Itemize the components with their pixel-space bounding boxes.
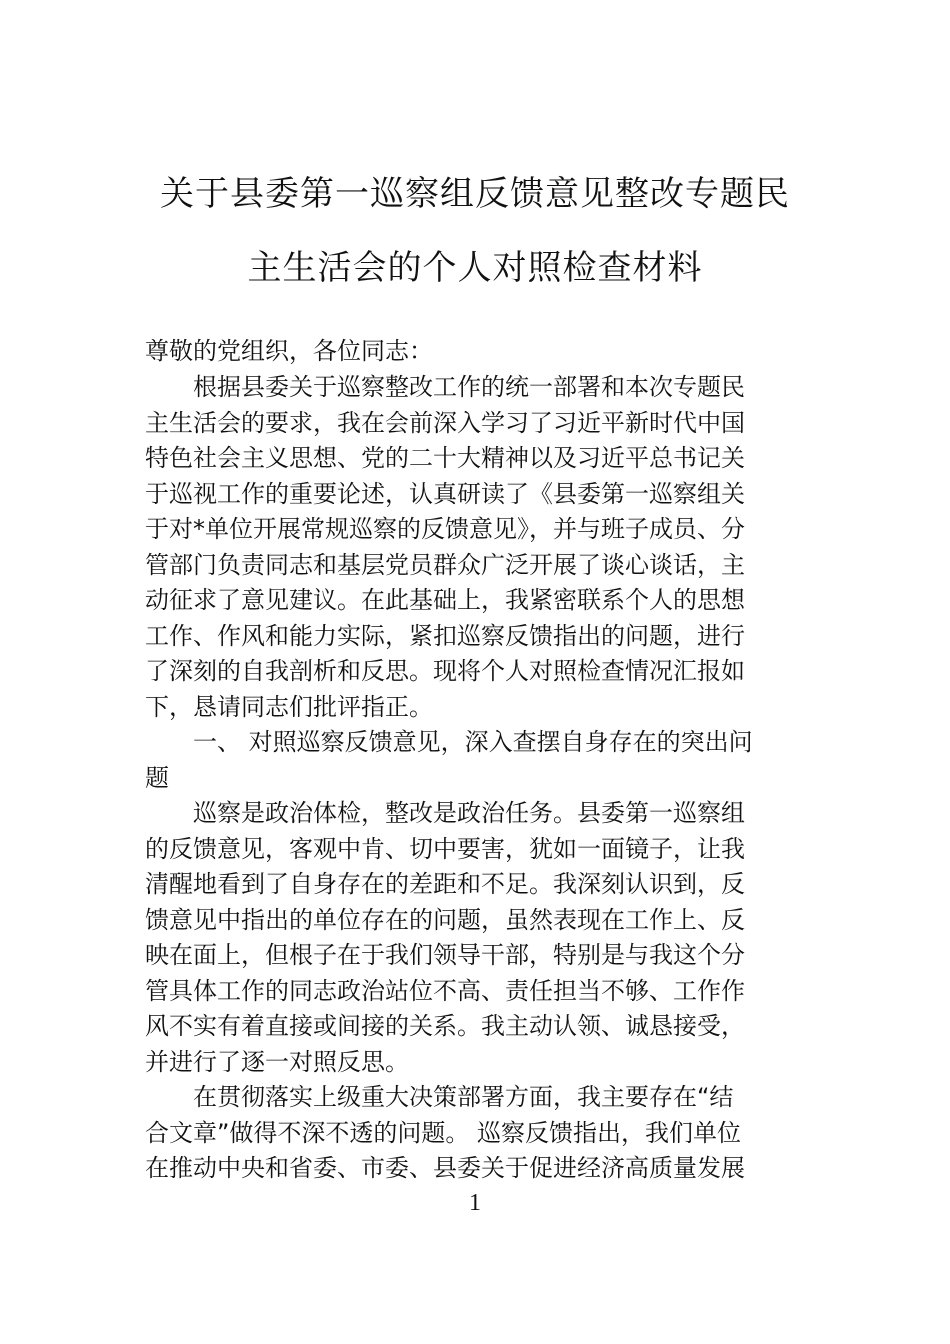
section-heading-continued: 题 (145, 764, 169, 792)
body-line: 巡察是政治体检，整改是政治任务。县委第一巡察组 (193, 799, 745, 827)
body-line: 动征求了意见建议。在此基础上，我紧密联系个人的思想 (145, 586, 745, 614)
body-line: 下，恳请同志们批评指正。 (145, 693, 433, 721)
page-number: 1 (469, 1190, 481, 1216)
body-line: 馈意见中指出的单位存在的问题，虽然表现在工作上、反 (145, 906, 745, 934)
body-line: 管具体工作的同志政治站位不高、责任担当不够、工作作 (145, 977, 745, 1005)
body-line: 的反馈意见，客观中肯、切中要害，犹如一面镜子，让我 (145, 835, 745, 863)
body-line: 风不实有着直接或间接的关系。我主动认领、诚恳接受， (145, 1012, 745, 1040)
body-line: 在推动中央和省委、市委、县委关于促进经济高质量发展 (145, 1154, 745, 1182)
body-line: 于巡视工作的重要论述，认真研读了《县委第一巡察组关 (145, 480, 745, 508)
body-line: 了深刻的自我剖析和反思。现将个人对照检查情况汇报如 (145, 657, 745, 685)
body-line: 特色社会主义思想、党的二十大精神以及习近平总书记关 (145, 444, 745, 472)
title-line-1: 关于县委第一巡察组反馈意见整改专题民 (160, 174, 790, 214)
body-line: 并进行了逐一对照反思。 (145, 1048, 409, 1076)
body-line: 在贯彻落实上级重大决策部署方面，我主要存在“结 (193, 1083, 734, 1111)
body-line: 主生活会的要求，我在会前深入学习了习近平新时代中国 (145, 409, 745, 437)
body-line: 于对*单位开展常规巡察的反馈意见》，并与班子成员、分 (145, 515, 745, 543)
body-line: 工作、作风和能力实际，紧扣巡察反馈指出的问题，进行 (145, 622, 745, 650)
body-line: 合文章”做得不深不透的问题。 巡察反馈指出，我们单位 (145, 1119, 742, 1147)
section-heading: 一、 对照巡察反馈意见，深入查摆自身存在的突出问 (193, 728, 753, 756)
body-line: 清醒地看到了自身存在的差距和不足。我深刻认识到，反 (145, 870, 745, 898)
title-line-2: 主生活会的个人对照检查材料 (247, 248, 703, 288)
body-line: 映在面上，但根子在于我们领导干部，特别是与我这个分 (145, 941, 745, 969)
body-line: 管部门负责同志和基层党员群众广泛开展了谈心谈话，主 (145, 551, 745, 579)
salutation: 尊敬的党组织，各位同志： (145, 337, 433, 365)
body-line: 根据县委关于巡察整改工作的统一部署和本次专题民 (193, 373, 745, 401)
